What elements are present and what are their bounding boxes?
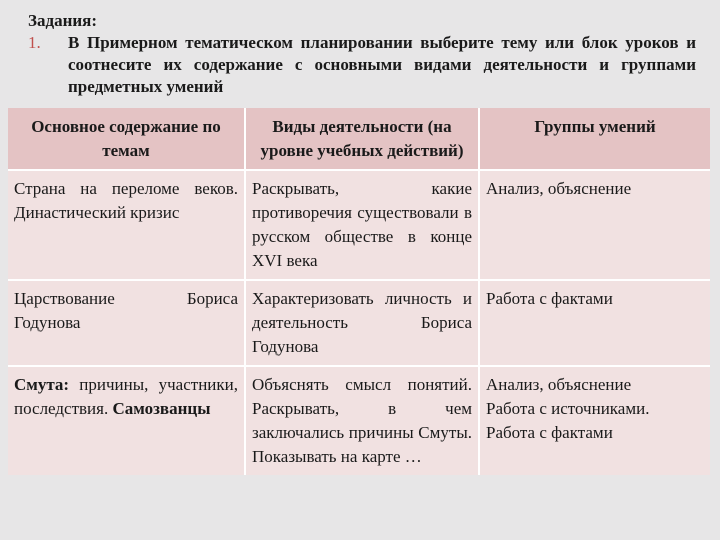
- planning-table: [8, 108, 710, 475]
- cell-activity: Раскрывать, какие противоречия существовали в русском обществе в конце XVI века: [245, 170, 479, 280]
- task-item: [28, 32, 696, 98]
- cell-activity: Объяснять смысл понятий. Раскрывать, в чем заключались причины Смуты. Показывать на карте …: [245, 366, 479, 475]
- header-content: Основное содержание по темам: [8, 108, 245, 170]
- table-row: [8, 366, 710, 475]
- table-row: [8, 280, 710, 366]
- skill-item: Работа с фактами: [486, 423, 613, 442]
- task-text: В Примерном тематическом планировании выберите тему или блок уроков и соотнесите их содержание с основными видами деятельности и группами предметных умений: [68, 33, 696, 96]
- skill-item: Работа с источниками.: [486, 399, 650, 418]
- cell-skills: [479, 280, 710, 366]
- header-skills: Группы умений: [534, 117, 656, 136]
- table-header-row: [8, 108, 710, 170]
- planning-table-container: [8, 108, 710, 475]
- header-activity: Виды деятельности (на уровне учебных действий): [245, 108, 479, 170]
- content-bold-term: Смута:: [14, 375, 70, 394]
- cell-activity: Характеризовать личность и деятельность Бориса Годунова: [245, 280, 479, 366]
- task-number: 1.: [28, 33, 41, 52]
- cell-skills: [479, 170, 710, 280]
- content-text: причины, участники, последствия.: [14, 375, 238, 418]
- cell-content: [8, 366, 245, 475]
- cell-skills: [479, 366, 710, 475]
- content-bold-term: Самозванцы: [112, 399, 211, 418]
- cell-content: Страна на переломе веков. Династический кризис: [8, 170, 245, 280]
- skill-item: Анализ, объяснение: [486, 375, 632, 394]
- skill-item: Работа с фактами: [486, 289, 613, 308]
- task-block: [28, 10, 696, 98]
- table-row: [8, 170, 710, 280]
- cell-content: Царствование Бориса Годунова: [8, 280, 245, 366]
- skill-item: Анализ, объяснение: [486, 179, 632, 198]
- task-heading: Задания:: [28, 11, 98, 30]
